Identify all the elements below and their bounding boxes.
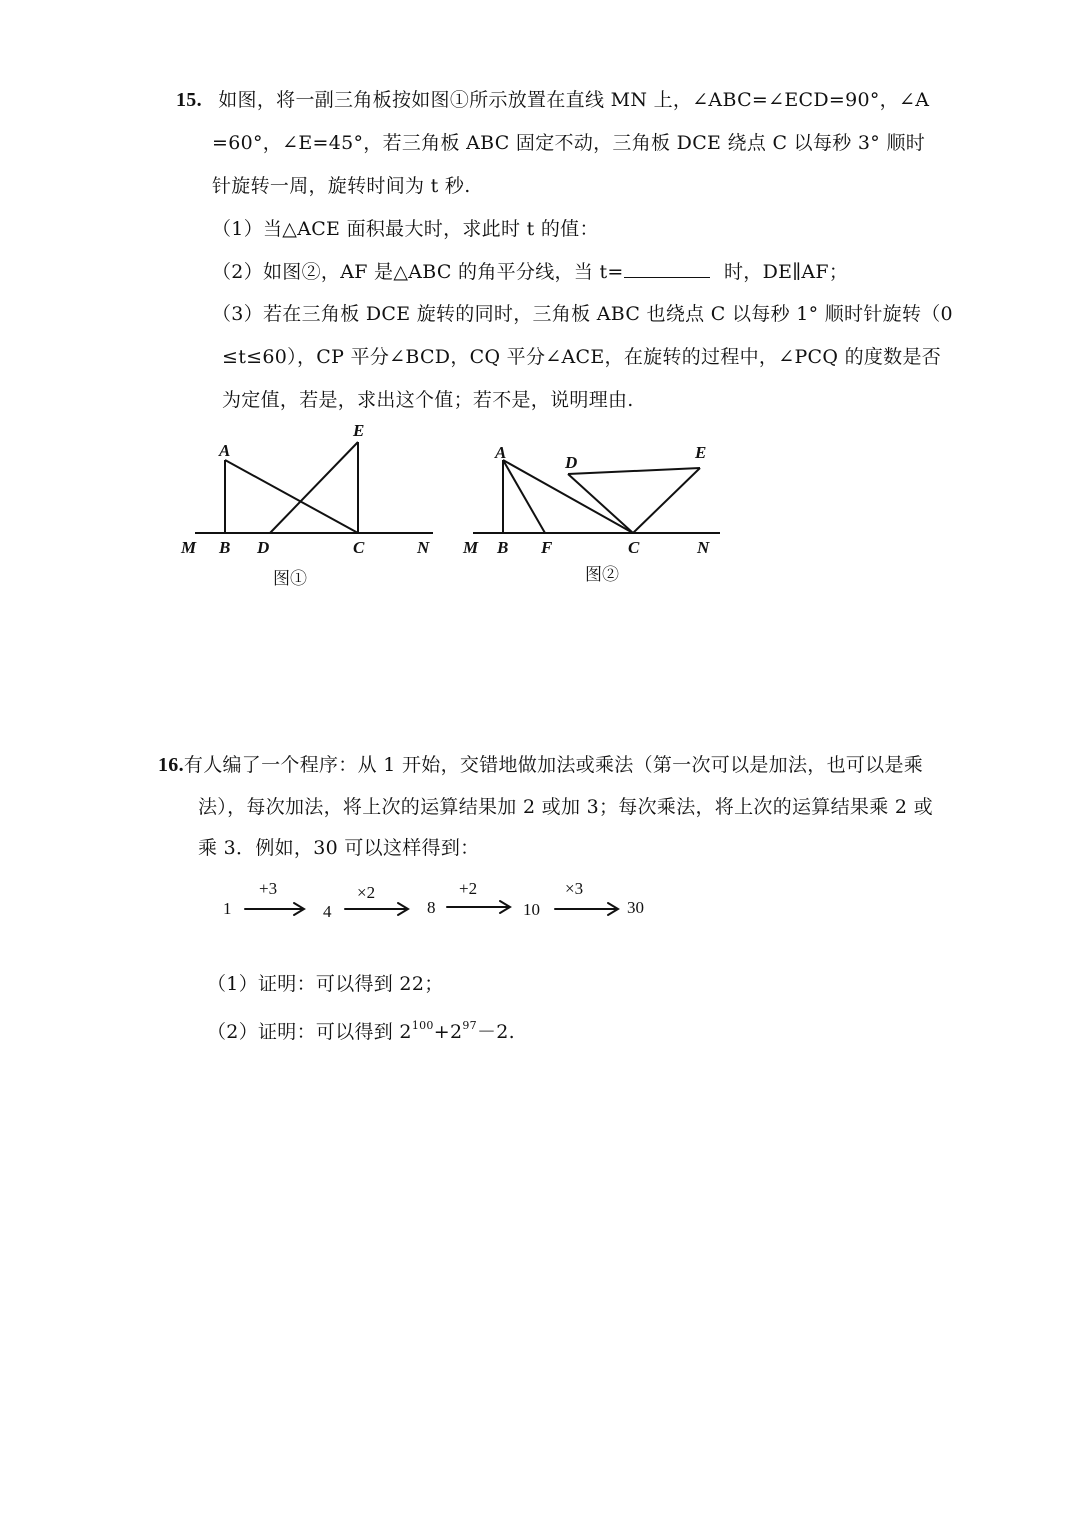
flow-value-5: 30	[627, 898, 644, 917]
q16-part2	[207, 1014, 515, 1044]
label-a: A	[219, 441, 231, 460]
q16-stem-1: 有人编了一个程序：从 1 开始，交错地做加法或乘法（第一次可以是加法，也可以是乘	[183, 754, 924, 776]
flow-op-4: ×3	[565, 879, 584, 898]
q15-part3-2: ≤t≤60），CP 平分∠BCD，CQ 平分∠ACE，在旋转的过程中，∠PCQ 的度数是否	[222, 346, 942, 368]
label-c: C	[628, 538, 640, 557]
segment-ac	[225, 460, 358, 533]
flow-arrow-2	[345, 903, 408, 915]
q15-stem-2: =60°，∠E=45°，若三角板 ABC 固定不动，三角板 DCE 绕点 C 以每秒 3° 顺时	[212, 132, 926, 154]
q16-part2-prefix: （2）证明：可以得到 2	[207, 1021, 412, 1043]
q16-stem-line-1	[158, 753, 923, 777]
figure-2	[455, 415, 735, 590]
operation-flow	[215, 870, 665, 930]
flow-arrow-1	[245, 903, 304, 915]
label-d: D	[257, 538, 270, 557]
label-b: B	[497, 538, 509, 557]
exponent-100: 100	[411, 1019, 434, 1032]
q15-part3-1: （3）若在三角板 DCE 旋转的同时，三角板 ABC 也绕点 C 以每秒 1° 顺时针旋转（0	[212, 303, 953, 325]
q15-part2-b: 时，DE∥AF；	[724, 261, 849, 283]
q16-part2-mid: +2	[433, 1021, 463, 1043]
flow-op-2: ×2	[357, 883, 376, 902]
flow-arrow-3	[447, 901, 510, 913]
label-m: M	[181, 538, 197, 557]
flow-value-2: 4	[323, 902, 332, 921]
q15-part1: （1）当△ACE 面积最大时，求此时 t 的值：	[212, 218, 599, 240]
flow-value-3: 8	[427, 898, 436, 917]
q15-part3-3: 为定值，若是，求出这个值；若不是，说明理由.	[222, 389, 634, 411]
segment-dc	[568, 474, 633, 533]
exponent-97: 97	[462, 1019, 477, 1032]
segment-de	[270, 442, 358, 533]
label-a: A	[495, 443, 507, 462]
label-e: E	[695, 443, 707, 462]
flow-op-3: +2	[459, 879, 478, 898]
q16-part1: （1）证明：可以得到 22；	[207, 973, 444, 995]
label-f: F	[541, 538, 553, 557]
q16-number: 16.	[158, 754, 184, 776]
q16-stem-2: 法），每次加法，将上次的运算结果加 2 或加 3；每次乘法，将上次的运算结果乘 2 或	[198, 796, 933, 818]
q15-part2	[212, 259, 848, 284]
q15-stem-3: 针旋转一周，旋转时间为 t 秒.	[212, 175, 471, 197]
q15-number: 15.	[176, 89, 202, 111]
q16-part2-suffix: －2.	[476, 1021, 515, 1043]
q15-stem-line-1	[176, 88, 929, 112]
figure-1-caption: 图①	[273, 569, 307, 588]
q16-stem-3: 乘 3．例如，30 可以这样得到：	[198, 837, 480, 859]
answer-blank	[624, 259, 710, 278]
label-n: N	[697, 538, 710, 557]
label-c: C	[353, 538, 365, 557]
label-e: E	[353, 421, 365, 440]
figure-1	[175, 415, 445, 590]
q15-stem-1: 如图，将一副三角板按如图①所示放置在直线 MN 上，∠ABC=∠ECD=90°，∠A	[218, 89, 930, 111]
label-d: D	[565, 453, 578, 472]
label-m: M	[463, 538, 479, 557]
flow-arrow-4	[555, 903, 618, 915]
figure-2-caption: 图②	[585, 565, 619, 584]
q15-part2-a: （2）如图②，AF 是△ABC 的角平分线，当 t=	[212, 261, 624, 283]
label-b: B	[219, 538, 231, 557]
flow-value-1: 1	[223, 899, 232, 918]
flow-op-1: +3	[259, 879, 278, 898]
flow-value-4: 10	[523, 900, 540, 919]
segment-de	[568, 468, 700, 474]
segment-ec	[633, 468, 700, 533]
label-n: N	[417, 538, 430, 557]
